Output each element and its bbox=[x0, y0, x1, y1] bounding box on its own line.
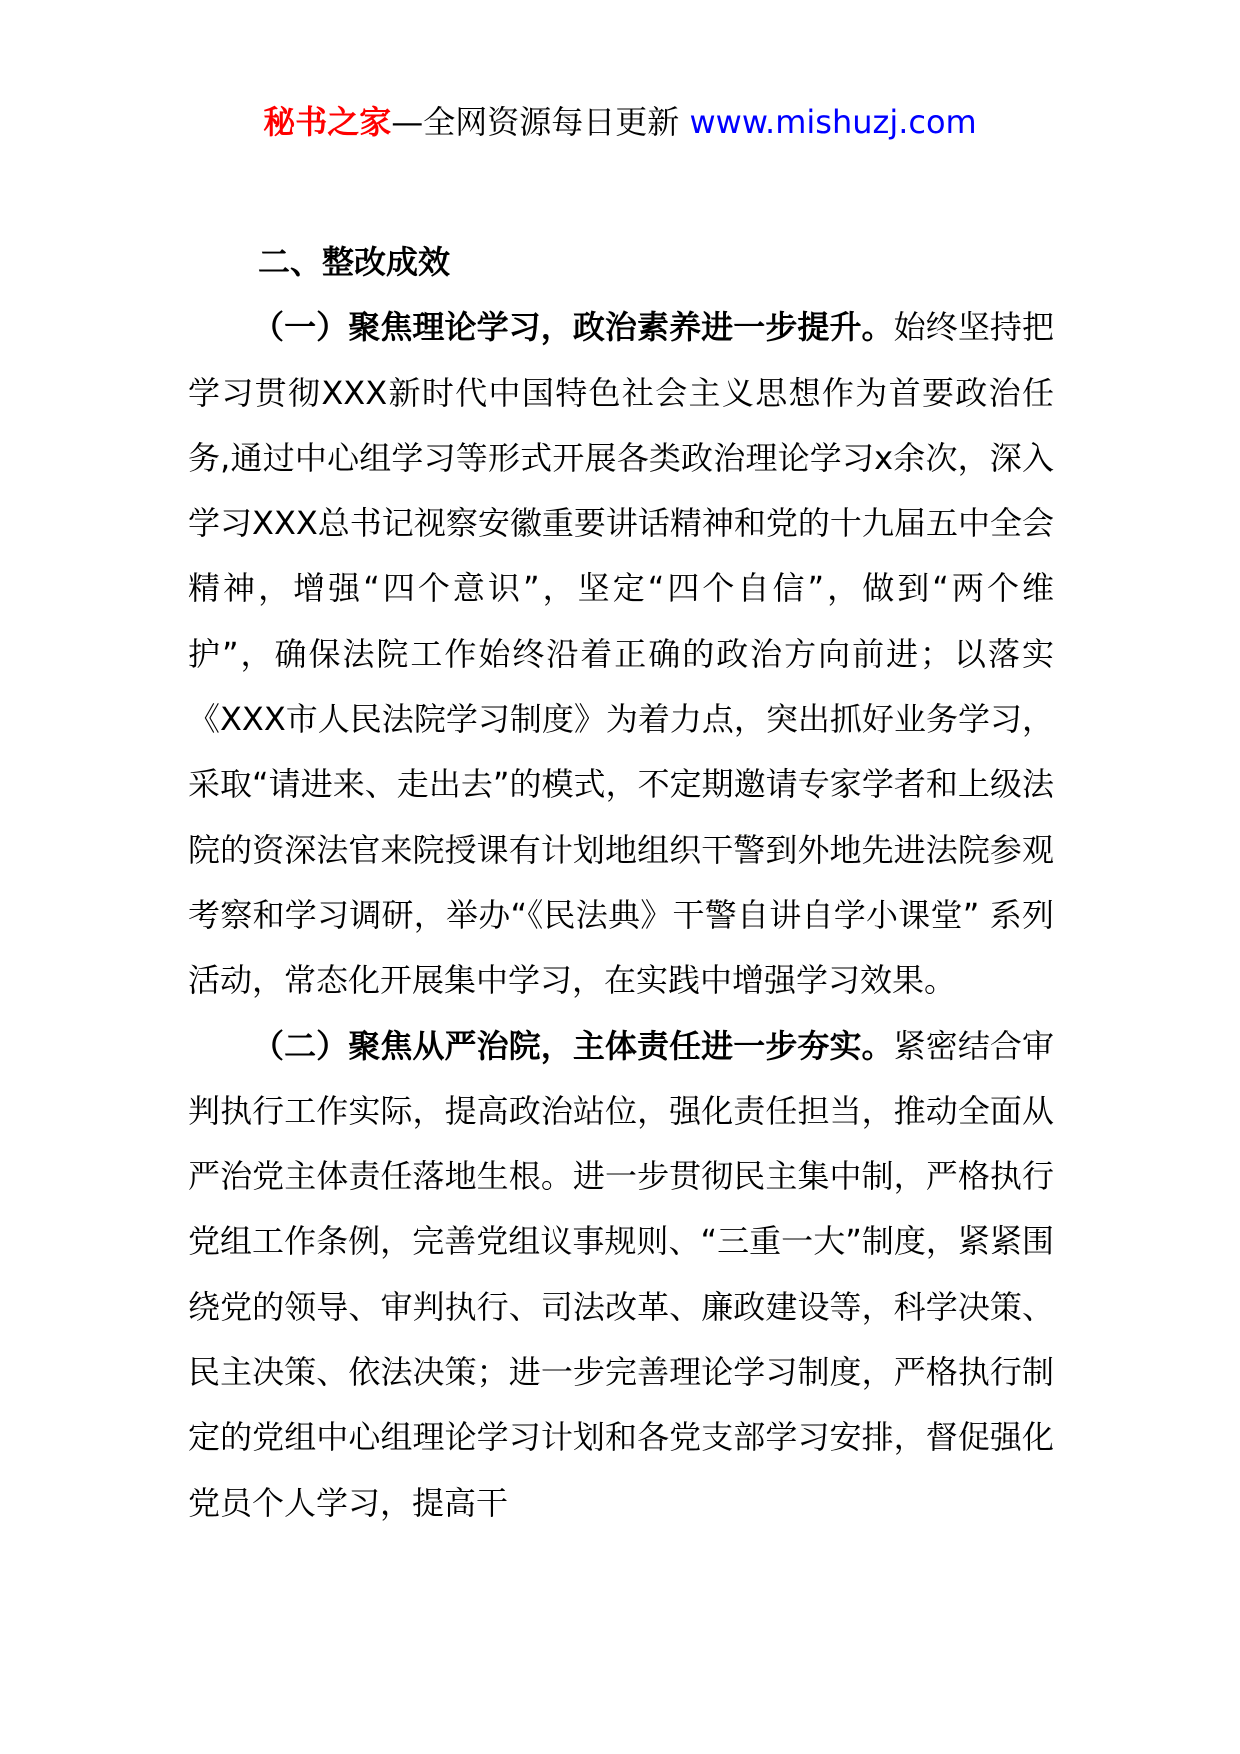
document-body bbox=[188, 230, 1054, 1536]
site-url-link[interactable]: www.mishuzj.com bbox=[689, 103, 977, 141]
paragraph-2 bbox=[188, 1014, 1054, 1536]
site-tagline: —全网资源每日更新 bbox=[391, 103, 690, 141]
section-heading: 二、整改成效 bbox=[258, 243, 451, 281]
paragraph-1 bbox=[188, 295, 1054, 1013]
paragraph-1-body: 始终坚持把学习贯彻XXX新时代中国特色社会主义思想作为首要政治任务,通过中心组学习等形式开展各类政治理论学习x余次，深入学习XXX总书记视察安徽重要讲话精神和党的十九届五中全会精神，增强“四个意识”，坚定“四个自信”，做到“两个维护”，确保法院工作始终沿着正确的政治方向前进；以落实《XXX市人民法院学习制度》为着力点，突出抓好业务学习，采取“请进来、走出去”的模式，不定期邀请专家学者和上级法院的资深法官来院授课有计划地组织干警到外地先进法院参观考察和学习调研，举办“《民法典》干警自讲自学小课堂” 系列活动，常态化开展集中学习，在实践中增强学习效果。 bbox=[188, 308, 1054, 1000]
site-header bbox=[0, 100, 1240, 144]
paragraph-2-lead: （二）聚焦从严治院，主体责任进一步夯实。 bbox=[252, 1026, 894, 1065]
paragraph-2-body: 紧密结合审判执行工作实际，提高政治站位，强化责任担当，推动全面从严治党主体责任落地生根。进一步贯彻民主集中制，严格执行党组工作条例，完善党组议事规则、“三重一大”制度，紧紧围绕党的领导、审判执行、司法改革、廉政建设等，科学决策、民主决策、依法决策；进一步完善理论学习制度，严格执行制定的党组中心组理论学习计划和各党支部学习安排，督促强化党员个人学习，提高干 bbox=[188, 1026, 1054, 1522]
paragraph-1-lead: （一）聚焦理论学习，政治素养进一步提升。 bbox=[252, 308, 894, 347]
site-brand: 秘书之家 bbox=[263, 103, 392, 141]
